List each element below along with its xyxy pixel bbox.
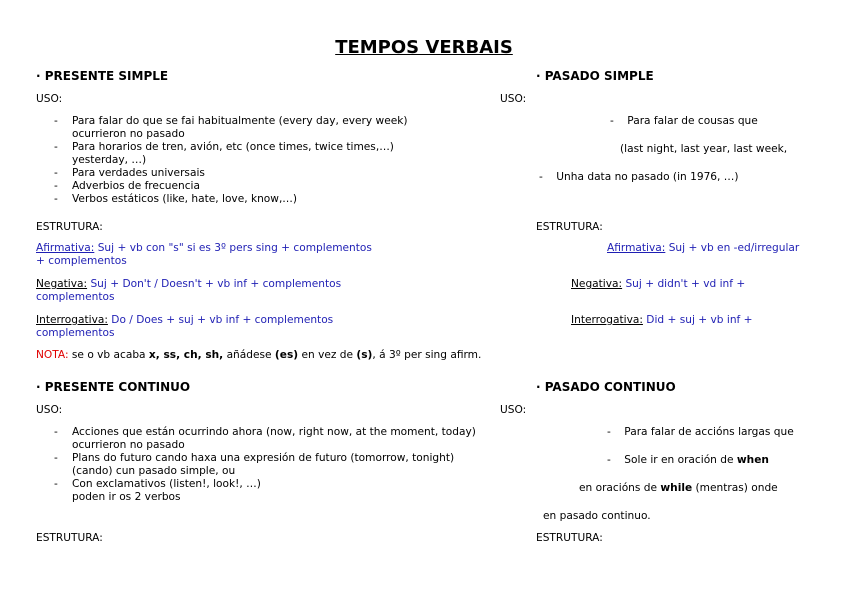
pasado-simple-interrogativa: Interrogativa: Did + suj + vb inf + xyxy=(571,314,753,326)
list-item: - Adverbios de frecuencia xyxy=(54,180,408,193)
list-item: - Acciones que están ocurrindo ahora (now, right now, at the moment, today) ocurrieron no pasado xyxy=(54,426,476,452)
pasado-simple-line-2: (last night, last year, last week, xyxy=(620,143,788,155)
pasado-simple-item-3: - Unha data no pasado (in 1976, …) xyxy=(539,171,739,183)
list-item: - Plans do futuro cando haxa una expresión de futuro (tomorrow, tonight) (cando) cun pasado simple, ou xyxy=(54,452,476,478)
presente-continuo-uso-label: USO: xyxy=(36,404,63,416)
list-item: - Con exclamativos (listen!, look!, …) poden ir os 2 verbos xyxy=(54,478,476,504)
pasado-simple-estrutura-label: ESTRUTURA: xyxy=(536,221,603,233)
presente-simple-interrogativa: Interrogativa: Do / Does + suj + vb inf + complementos complementos xyxy=(36,314,334,339)
pasado-continuo-item-1: - Para falar de accións largas que xyxy=(607,426,794,438)
pasado-simple-uso-label: USO: xyxy=(500,93,527,105)
list-item: - Verbos estáticos (like, hate, love, know,…) xyxy=(54,193,408,206)
list-item: - Para horarios de tren, avión, etc (once times, twice times,…) yesterday, …) xyxy=(54,141,408,167)
presente-simple-negativa: Negativa: Suj + Don't / Doesn't + vb inf + complementos complementos xyxy=(36,278,342,303)
presente-simple-estrutura-label: ESTRUTURA: xyxy=(36,221,103,233)
pasado-continuo-heading: · PASADO CONTINUO xyxy=(536,380,676,394)
pasado-continuo-line-4: en pasado continuo. xyxy=(543,510,651,522)
presente-simple-heading: · PRESENTE SIMPLE xyxy=(36,69,169,83)
pasado-continuo-estrutura-label: ESTRUTURA: xyxy=(536,532,603,544)
presente-continuo-estrutura-label: ESTRUTURA: xyxy=(36,532,103,544)
page-title: TEMPOS VERBAIS xyxy=(335,37,513,58)
pasado-continuo-uso-label: USO: xyxy=(500,404,527,416)
list-item: - Para falar do que se fai habitualmente (every day, every week) ocurrieron no pasado xyxy=(54,115,408,141)
list-item: - Para verdades universais xyxy=(54,167,408,180)
presente-simple-uso-list xyxy=(54,115,408,206)
pasado-continuo-line-3: en oracións de while (mentras) onde xyxy=(579,482,778,494)
pasado-simple-item-1: - Para falar de cousas que xyxy=(610,115,758,127)
presente-simple-afirmativa: Afirmativa: Suj + vb con "s" si es 3º pers sing + complementos + complementos xyxy=(36,242,372,267)
presente-continuo-heading: · PRESENTE CONTINUO xyxy=(36,380,191,394)
presente-simple-uso-label: USO: xyxy=(36,93,63,105)
presente-continuo-uso-list xyxy=(54,426,476,504)
presente-simple-nota: NOTA: se o vb acaba x, ss, ch, sh, añádese (es) en vez de (s), á 3º per sing afirm. xyxy=(36,349,482,361)
pasado-continuo-item-2: - Sole ir en oración de when xyxy=(607,454,769,466)
pasado-simple-afirmativa: Afirmativa: Suj + vb en -ed/irregular xyxy=(607,242,800,254)
pasado-simple-heading: · PASADO SIMPLE xyxy=(536,69,654,83)
pasado-simple-negativa: Negativa: Suj + didn't + vd inf + xyxy=(571,278,746,290)
